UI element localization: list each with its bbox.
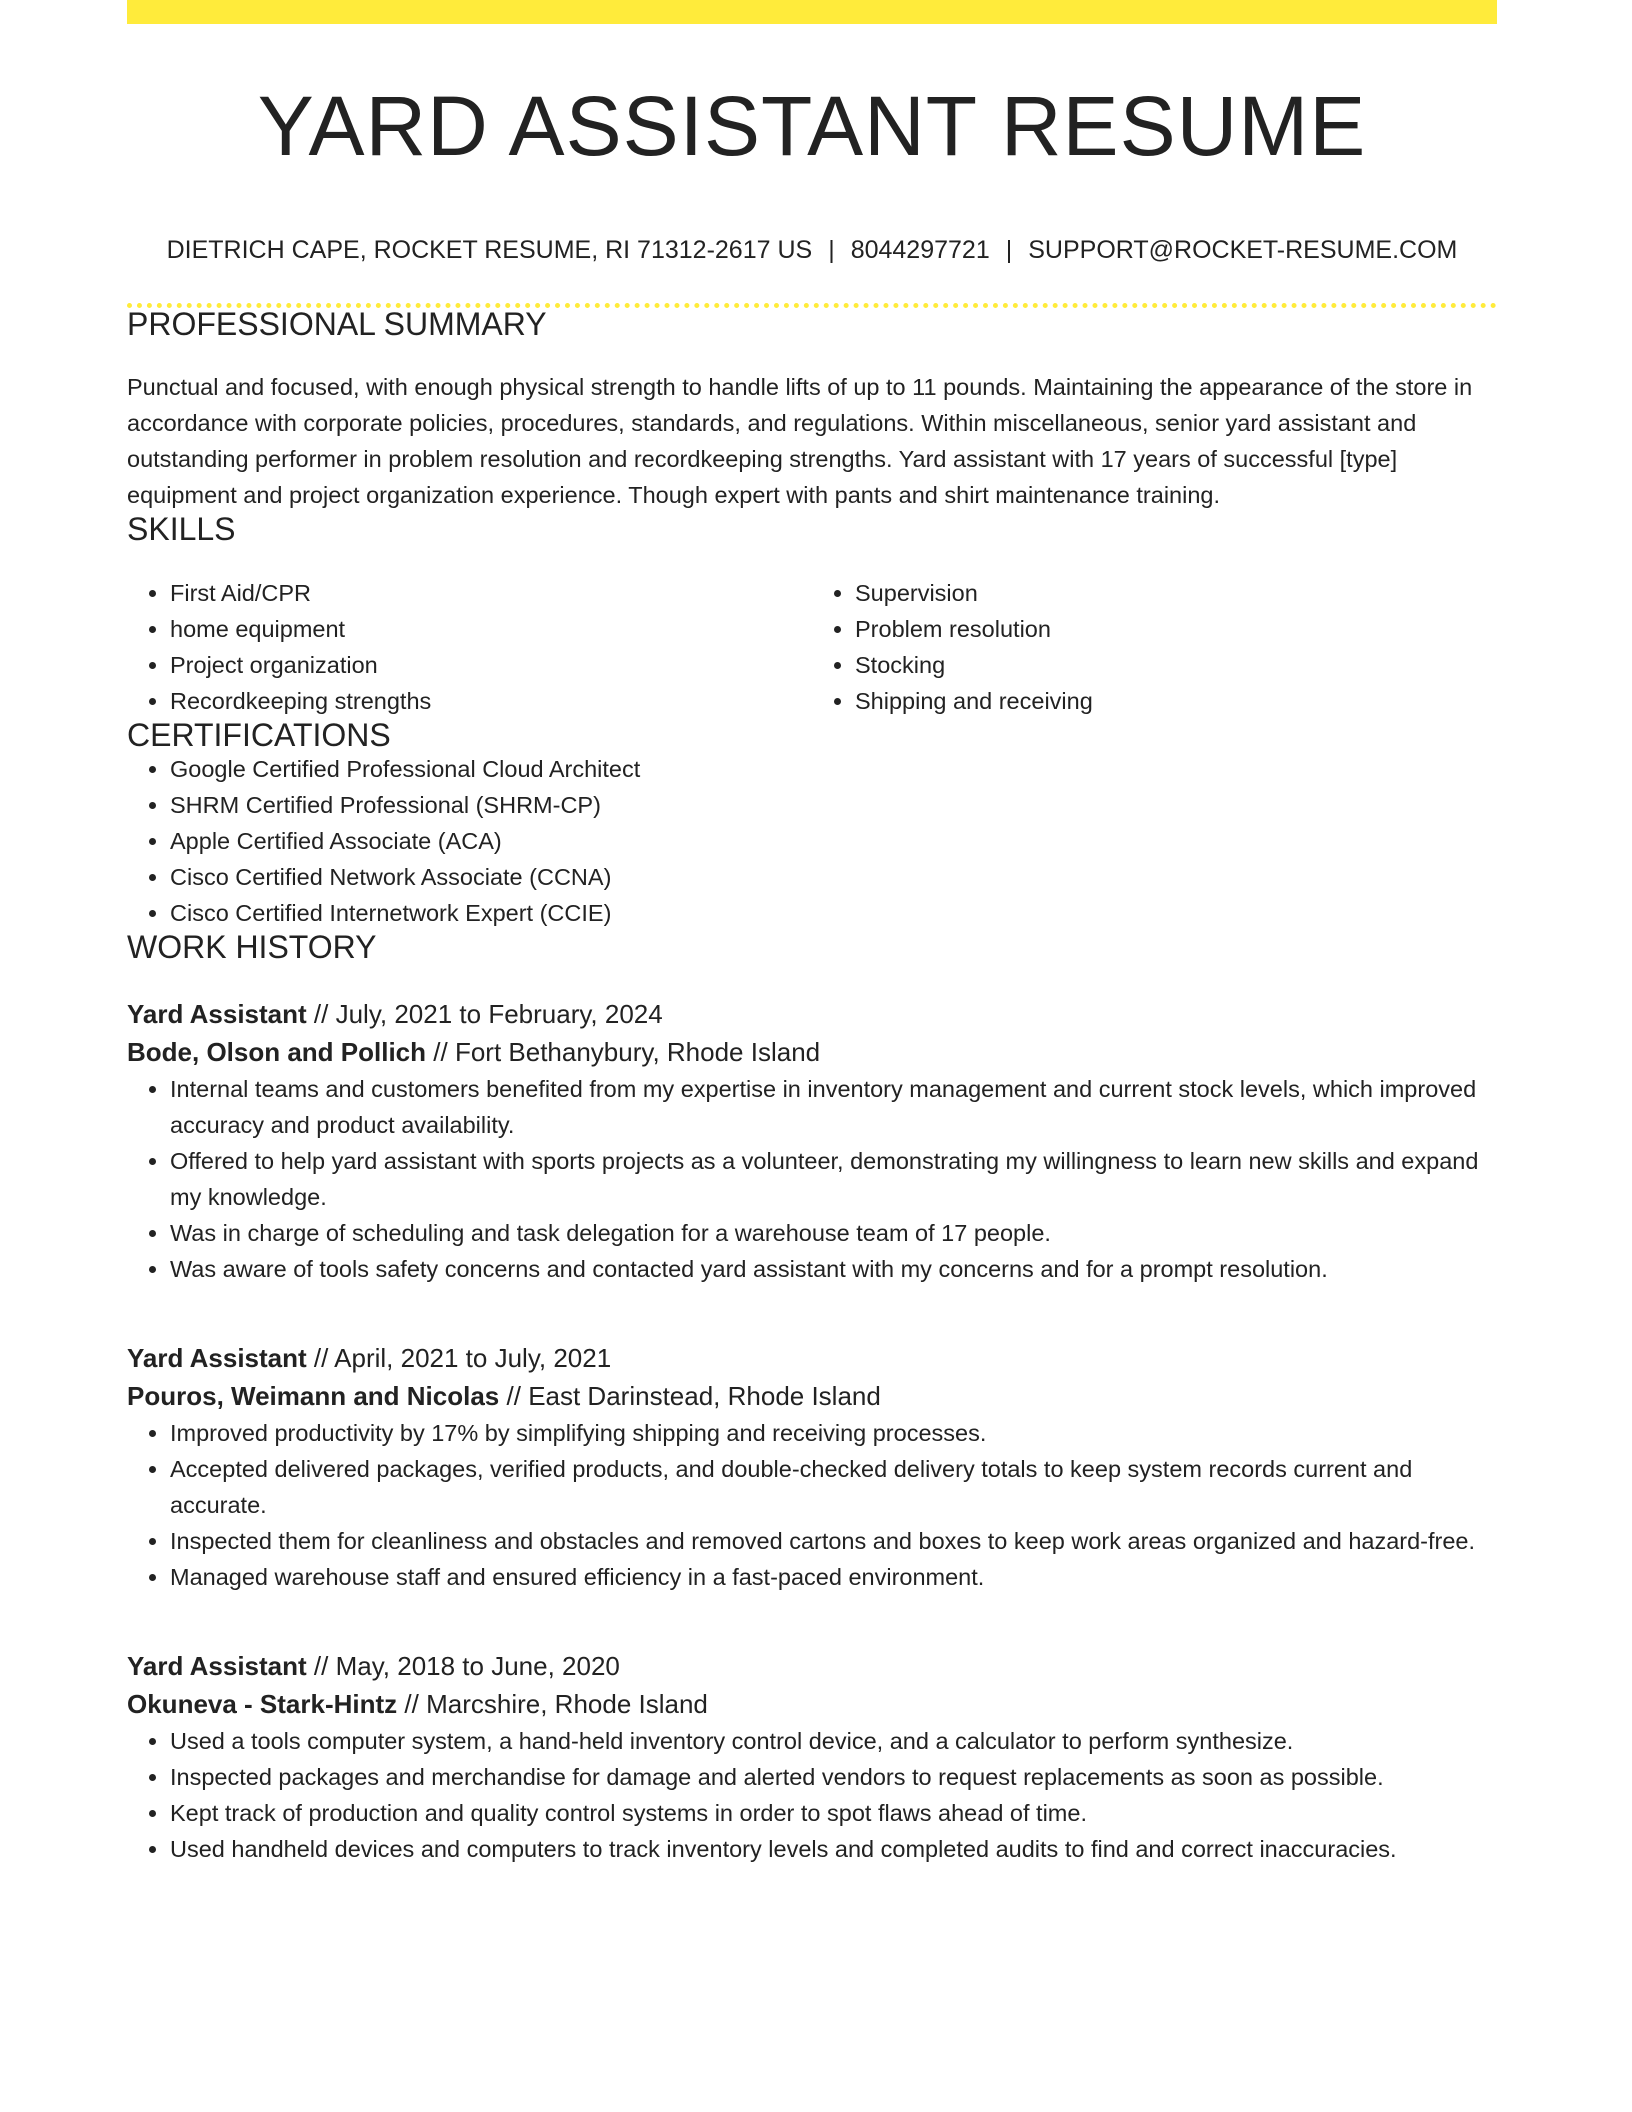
job-bullet: • Inspected them for cleanliness and obstacles and removed cartons and boxes to keep work areas organized and hazard-free. — [170, 1523, 1497, 1559]
contact-address: DIETRICH CAPE, ROCKET RESUME, RI 71312-2617 US — [166, 236, 813, 264]
delimiter: // — [313, 1651, 329, 1681]
job-bullet: • Kept track of production and quality control systems in order to spot flaws ahead of time. — [170, 1795, 1497, 1831]
certification-item: • Apple Certified Associate (ACA) — [170, 823, 1497, 859]
skills-list-left — [127, 575, 812, 719]
job-location: Fort Bethanybury, Rhode Island — [454, 1037, 821, 1067]
job-bullet: • Used a tools computer system, a hand-held inventory control device, and a calculator to perform synthesize. — [170, 1723, 1497, 1759]
job-dates: July, 2021 to February, 2024 — [335, 999, 663, 1029]
job-title: Yard Assistant — [127, 999, 307, 1029]
job-company: Bode, Olson and Pollich — [127, 1037, 427, 1067]
skills-heading: SKILLS — [127, 511, 236, 547]
job-location: East Darinstead, Rhode Island — [528, 1381, 881, 1411]
job-title-line — [127, 1339, 1497, 1377]
certification-item: • Cisco Certified Network Associate (CCNA) — [170, 859, 1497, 895]
contact-email: SUPPORT@ROCKET-RESUME.COM — [1028, 236, 1458, 264]
job-company: Pouros, Weimann and Nicolas — [127, 1381, 500, 1411]
skill-item: • First Aid/CPR — [170, 575, 812, 611]
job-bullet: • Internal teams and customers benefited from my expertise in inventory management and current stock levels, which improved accuracy and product availability. — [170, 1071, 1497, 1143]
delimiter: // — [404, 1689, 419, 1719]
certification-item: • Cisco Certified Internetwork Expert (CCIE) — [170, 895, 1497, 931]
delimiter: // — [313, 999, 329, 1029]
skills-list-right — [812, 575, 1497, 719]
certifications-list — [127, 751, 1497, 931]
job-bullets — [127, 1071, 1497, 1287]
skill-item: • Stocking — [855, 647, 1497, 683]
job-dates: April, 2021 to July, 2021 — [334, 1343, 612, 1373]
job-dates: May, 2018 to June, 2020 — [335, 1651, 620, 1681]
job-bullet: • Used handheld devices and computers to track inventory levels and completed audits to find and correct inaccuracies. — [170, 1831, 1497, 1867]
skill-item: • Problem resolution — [855, 611, 1497, 647]
job-title-line — [127, 1647, 1497, 1685]
skill-item: • Project organization — [170, 647, 812, 683]
contact-separator: | — [828, 236, 835, 264]
delimiter: // — [506, 1381, 521, 1411]
job-bullet: • Accepted delivered packages, verified products, and double-checked delivery totals to keep system records current and accurate. — [170, 1451, 1497, 1523]
work-history-heading: WORK HISTORY — [127, 929, 377, 965]
skill-item: • home equipment — [170, 611, 812, 647]
resume-page — [127, 0, 1497, 1867]
skill-item: • Shipping and receiving — [855, 683, 1497, 719]
job-location: Marcshire, Rhode Island — [426, 1689, 708, 1719]
job-company-line — [127, 1033, 1497, 1071]
summary-heading: PROFESSIONAL SUMMARY — [127, 306, 547, 342]
skill-item: • Recordkeeping strengths — [170, 683, 812, 719]
certification-item: • SHRM Certified Professional (SHRM-CP) — [170, 787, 1497, 823]
certifications-heading: CERTIFICATIONS — [127, 717, 391, 753]
job-bullets — [127, 1415, 1497, 1595]
certification-item: • Google Certified Professional Cloud Architect — [170, 751, 1497, 787]
job-entry — [127, 1647, 1497, 1867]
job-bullet: • Offered to help yard assistant with sports projects as a volunteer, demonstrating my willingness to learn new skills and expand my knowledge. — [170, 1143, 1497, 1215]
contact-line — [127, 238, 1497, 263]
job-entry — [127, 1339, 1497, 1595]
job-bullet: • Was in charge of scheduling and task delegation for a warehouse team of 17 people. — [170, 1215, 1497, 1251]
job-company: Okuneva - Stark-Hintz — [127, 1689, 398, 1719]
job-entry — [127, 995, 1497, 1287]
delimiter: // — [313, 1343, 329, 1373]
summary-text: Punctual and focused, with enough physical strength to handle lifts of up to 11 pounds. Maintaining the appearance of the store in accordance with corporate policies, procedures, standards, and regulations. Within miscellaneous, senior yard assistant and outstanding performer in problem resolution and recordkeeping strengths. Yard assistant with 17 years of successful [type] equipment and project organization experience. Though expert with pants and shirt maintenance training. — [127, 374, 1473, 508]
job-title: Yard Assistant — [127, 1651, 307, 1681]
job-bullet: • Managed warehouse staff and ensured efficiency in a fast-paced environment. — [170, 1559, 1497, 1595]
accent-top-bar — [127, 0, 1497, 24]
job-bullet: • Inspected packages and merchandise for damage and alerted vendors to request replacements as soon as possible. — [170, 1759, 1497, 1795]
resume-title: YARD ASSISTANT RESUME — [257, 79, 1367, 173]
job-title: Yard Assistant — [127, 1343, 307, 1373]
skill-item: • Supervision — [855, 575, 1497, 611]
job-company-line — [127, 1685, 1497, 1723]
contact-separator: | — [1005, 236, 1013, 264]
job-title-line — [127, 995, 1497, 1033]
job-bullets — [127, 1723, 1497, 1867]
job-bullet: • Improved productivity by 17% by simplifying shipping and receiving processes. — [170, 1415, 1497, 1451]
job-company-line — [127, 1377, 1497, 1415]
skills-grid — [127, 575, 1497, 719]
delimiter: // — [433, 1037, 448, 1067]
contact-phone: 8044297721 — [850, 236, 990, 264]
job-bullet: • Was aware of tools safety concerns and contacted yard assistant with my concerns and for a prompt resolution. — [170, 1251, 1497, 1287]
